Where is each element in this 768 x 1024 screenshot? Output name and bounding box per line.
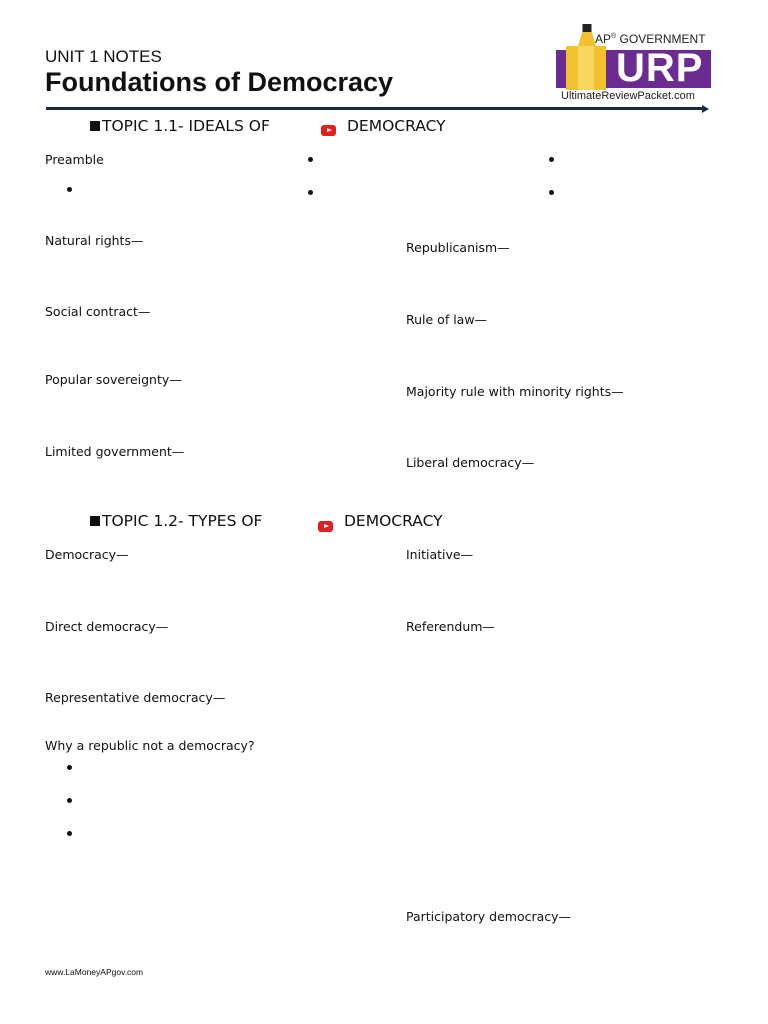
bullet-dot-icon: [308, 190, 313, 195]
topic-1-2-heading: TOPIC 1.2- TYPES OF: [90, 512, 262, 530]
bullet-dot-icon: [67, 798, 72, 803]
page-title: Foundations of Democracy: [45, 67, 394, 97]
term-representative-democracy: Representative democracy—: [45, 690, 226, 705]
logo-top-text: AP® GOVERNMENT: [595, 32, 706, 46]
republic-question: Why a republic not a democracy?: [45, 738, 255, 753]
square-bullet-icon: [90, 516, 100, 526]
youtube-icon[interactable]: [321, 125, 336, 136]
term-republicanism: Republicanism—: [406, 240, 510, 255]
term-social-contract: Social contract—: [45, 304, 151, 319]
youtube-icon[interactable]: [318, 521, 333, 532]
logo-urp-text: URP: [616, 46, 704, 90]
pencil-body-icon: [556, 50, 616, 88]
square-bullet-icon: [90, 121, 100, 131]
bullet-dot-icon: [549, 190, 554, 195]
preamble-label: Preamble: [45, 152, 104, 167]
bullet-dot-icon: [67, 187, 72, 192]
bullet-dot-icon: [67, 831, 72, 836]
term-democracy: Democracy—: [45, 547, 129, 562]
term-direct-democracy: Direct democracy—: [45, 619, 169, 634]
term-participatory-democracy: Participatory democracy—: [406, 909, 572, 924]
topic-1-1-heading-end: DEMOCRACY: [347, 117, 446, 135]
header-rule: [46, 107, 704, 110]
topic-1-2-heading-end: DEMOCRACY: [344, 512, 443, 530]
term-liberal-democracy: Liberal democracy—: [406, 455, 535, 470]
bullet-dot-icon: [67, 765, 72, 770]
term-initiative: Initiative—: [406, 547, 474, 562]
logo-url-text: UltimateReviewPacket.com: [561, 90, 695, 102]
bullet-dot-icon: [308, 157, 313, 162]
topic-1-1-heading: TOPIC 1.1- IDEALS OF: [90, 117, 270, 135]
footer-url[interactable]: www.LaMoneyAPgov.com: [45, 967, 144, 977]
term-natural-rights: Natural rights—: [45, 233, 144, 248]
term-majority-rule: Majority rule with minority rights—: [406, 384, 624, 399]
term-referendum: Referendum—: [406, 619, 495, 634]
term-rule-of-law: Rule of law—: [406, 312, 488, 327]
bullet-dot-icon: [549, 157, 554, 162]
urp-logo: [553, 24, 713, 104]
term-limited-government: Limited government—: [45, 444, 185, 459]
unit-label: UNIT 1 NOTES: [45, 47, 162, 66]
term-popular-sovereignty: Popular sovereignty—: [45, 372, 182, 387]
header-rule-arrow: [702, 105, 709, 113]
